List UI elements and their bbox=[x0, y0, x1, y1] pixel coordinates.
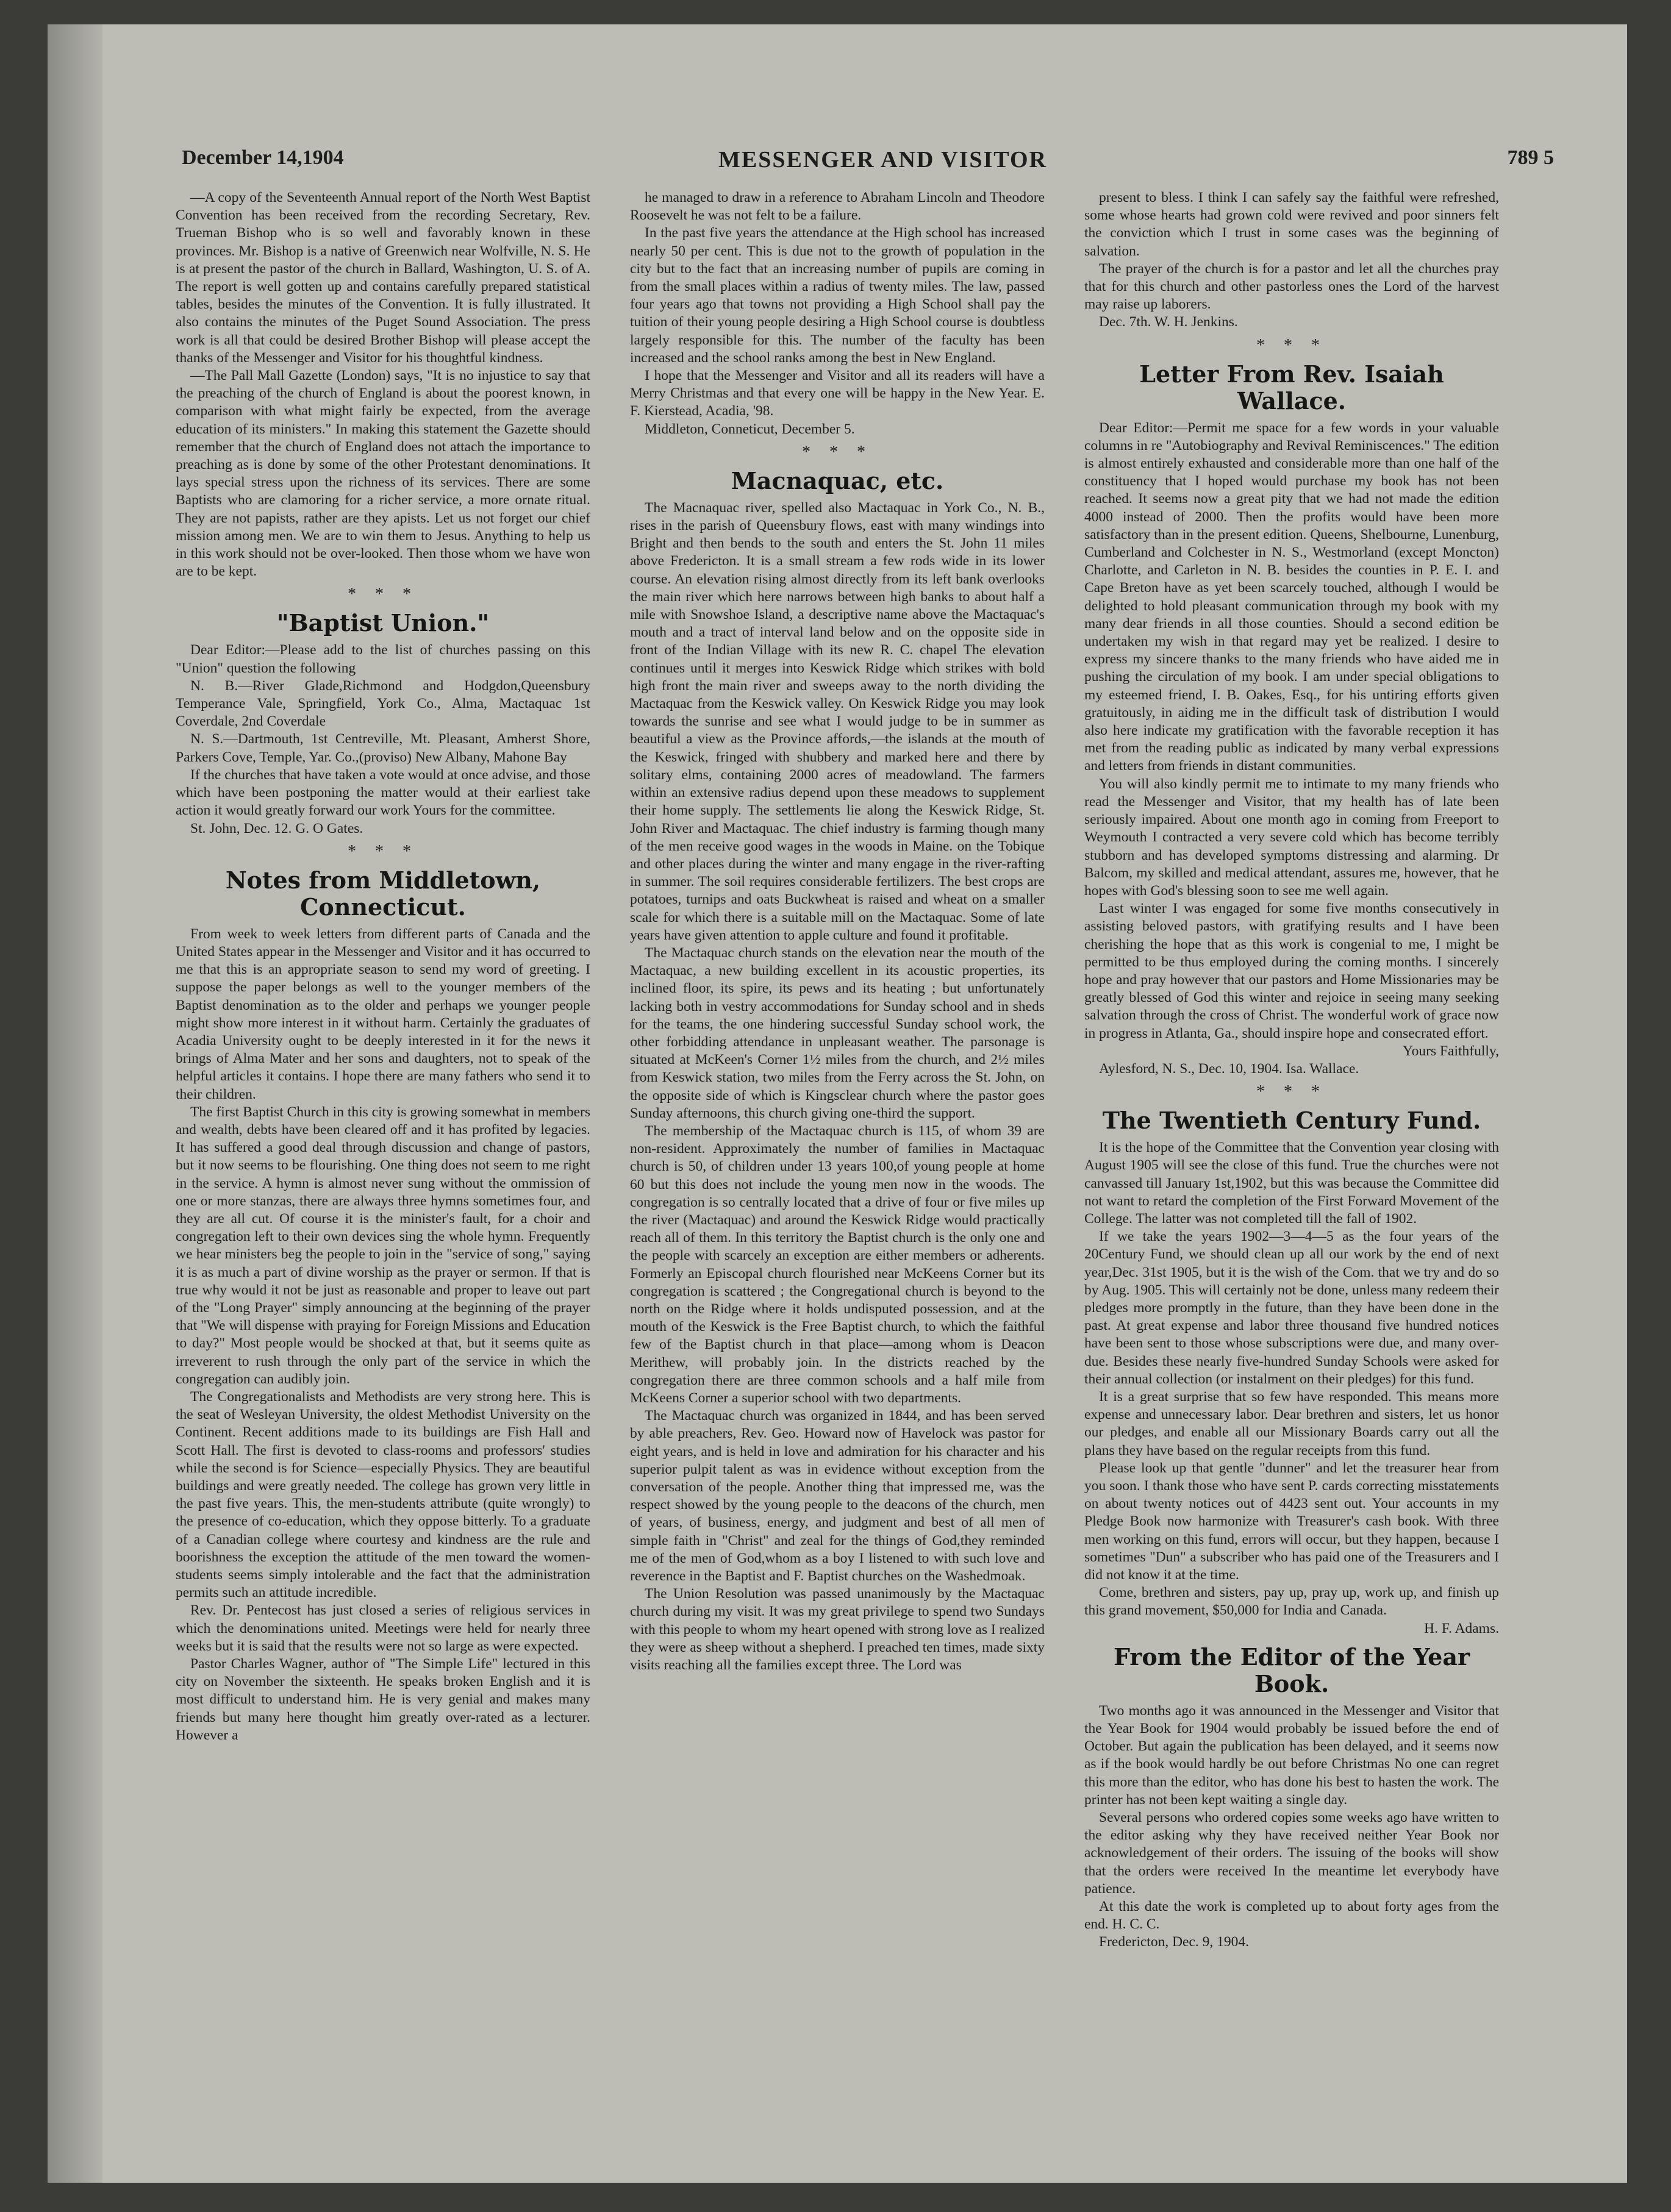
paper-title: MESSENGER AND VISITOR bbox=[718, 147, 1047, 173]
middletown-paragraph-1: From week to week letters from different parts of Canada and the United States appear in the Messenger and Visitor and it has occurred to me that this is an appropriate season to send my word of greeting. I suppose the paper belongs as well to the younger members of the Baptist denomination as to the older and perhaps we younger people might show more interest in it without harm. Certainly the graduates of Acadia University ought to be deeply interested in it for the news it brings of Alma Mater and her sons and daughters, not to speak of the helpful articles it contains. I hope there are many fathers who send it to their children. bbox=[176, 926, 590, 1102]
section-divider: * * * bbox=[1256, 335, 1327, 355]
middletown-paragraph-4: Rev. Dr. Pentecost has just closed a series of religious services in which the denominations united. Meetings were held for nearly three weeks but it is said that the results were not so large as were expected. bbox=[176, 1602, 590, 1654]
middletown-continued-2: In the past five years the attendance at the High school has increased nearly 50 per cent. This is due not to the growth of population in the city but to the fact that an increasing number of pupils are coming in from the small places within a radius of twenty miles. The law, passed four years ago that towns not providing a High School shall pay the tuition of their young people desiring a High School course is doubtless largely responsible for this. The number of the faculty has been increased and the school ranks among the best in New England. bbox=[630, 225, 1045, 366]
macnaquac-paragraph-4: The Mactaquac church was organized in 1844, and has been served by able preachers, Rev. Geo. Howard now of Havelock was pastor for eight years, and is held in love and admiration for his character and his superior pulpit talent as was in evidence without exception from the conversation of the people. Another thing that impressed me, was the respect showed by the young people to the deacons of the church, men of years, of business, energy, and judgment and best of all men of simple faith in "Christ" and zeal for the things of God,they reminded me of the men of God,whom as a boy I listened to with such love and reverence in the Baptist and F. Baptist churches on the Washedmoak. bbox=[630, 1408, 1045, 1585]
issue-date: December 14,1904 bbox=[182, 146, 344, 169]
section-divider: * * * bbox=[802, 442, 873, 462]
middletown-paragraph-2: The first Baptist Church in this city is growing somewhat in members and wealth, debts have been cleared off and it has profited by legacies. It has suffered a good deal through discussion and change of pastors, but it now seems to be flourishing. One thing does not seem to me right in the service. A hymn is almost never sung without the ommission of one or more stanzas, there are always three hymns sometimes four, and they are all cut. Of course it is the minister's fault, for a choir and congregation left to their own devices sing the whole hymn. Frequently we hear ministers beg the people to join in the "service of song," saying it is as much a part of divine worship as the prayer or sermon. If that is true why would it not be just as reasonable and proper to leave out part of the "Long Prayer" simply announcing at the beginning of the prayer that "We will dispense with praying for Foreign Missions and Education to day?" Most people would be shocked at that, but it seems quite as irreverent to rush through the only part of the service in which the congregation can audibly join. bbox=[176, 1104, 590, 1387]
page-number: 789 5 bbox=[1507, 146, 1554, 169]
macnaquac-heading: Macnaquac, etc. bbox=[731, 466, 944, 494]
union-paragraph-4: If the churches that have taken a vote would at once advise, and those which have been postponing the matter would at their earliest take action it would greatly forward our work Yours for the committee. bbox=[176, 766, 590, 819]
macnaquac-continued-2: The prayer of the church is for a pastor and let all the churches pray that for this church and other pastorless ones the Lord of the harvest may raise up laborers. bbox=[1084, 260, 1499, 313]
union-signature: St. John, Dec. 12. G. O Gates. bbox=[190, 820, 363, 837]
fund-paragraph-3: It is a great surprise that so few have responded. This means more expense and unnecessary labor. Dear brethren and sisters, let us honor our pledges, and enable all our Missionary Boards carry out all the plans they have based on the regular receipts from this fund. bbox=[1084, 1388, 1499, 1458]
adams-signature: H. F. Adams. bbox=[1424, 1620, 1499, 1636]
year-book-dateline: Fredericton, Dec. 9, 1904. bbox=[1099, 1934, 1250, 1950]
middletown-dateline: Middleton, Conneticut, December 5. bbox=[645, 421, 855, 437]
macnaquac-paragraph-1: The Macnaquac river, spelled also Mactaquac in York Co., N. B., rises in the parish of Queensbury flows, east with many windings into Bright and then bends to the south and enters the St. John 11 miles above Fredericton. It is a small stream a few rods wide in its lower course. An elevation rising almost directly from its left bank overlooks the main river which here narrows between high banks to about half a mile with Snowshoe Island, a descriptive name above the Mactaquac's mouth and a tract of interval land below and on the opposite side in front of the Indian Village with its new R. C. chapel The elevation continues until it merges into Keswick Ridge which strikes with bold high front the main river and sweeps away to the north dividing the Mactaquac from the Keswick valley. On Keswick Ridge you may look towards the sunrise and see what I would judge to be in summer as beautiful a view as the Province affords,—the islands at the mouth of the Keswick, fringed with shubbery and marked here and there by solitary elms, containing 2000 acres of meadowland. The farmers within an extensive radius depend upon these meadows to supplement their home supply. The settlements lie along the Keswick Ridge, St. John River and Mactaquac. The chief industry is farming though many of the men receive good wages in the woods in Maine. on the Tobique and other places during the winter and many engage in the river-rafting in summer. The soil requires considerable fertilizers. The best crops are potatoes, turnips and oats Buckwheat is raised and wheat on a smaller scale for which there is a suitable mill on the Mactaquac. Some of late years have given attention to apple culture and found it profitable. bbox=[630, 499, 1045, 943]
macnaquac-paragraph-3: The membership of the Mactaquac church is 115, of whom 39 are non-resident. Approximately the number of families in Mactaquac church is 50, of children under 13 years 100,of young people at home 60 but this does not include the young men now in the woods. The congregation is so centrally located that a drive of four or five miles up the river (Mactaquac) and around the Keswick Ridge would practically reach all of them. In this territory the Baptist church is the only one and the people with scarcely an exception are either members or adherents. Formerly an Episcopal church flourished near McKeens Corner but its congregation is scattered ; the Congregational church is beyond to the north on the Ridge where it holds undisputed possession, and at the mouth of the Keswick is the Free Baptist church, to which the faithful few of the Baptist church in that place—among whom is Deacon Merithew, will probably join. In the districts reached by the congregation there are three common schools and a half mile from McKeens Corner a superior school with two departments. bbox=[630, 1122, 1045, 1406]
year-book-heading: From the Editor of the Year Book. bbox=[1114, 1643, 1470, 1697]
wallace-closing: Yours Faithfully, bbox=[1402, 1043, 1499, 1059]
pall-mall-paragraph: —The Pall Mall Gazette (London) says, "It is no injustice to say that the preaching of the church of England is about the poorest known, in comparison with what might fairly be expected, from the average education of its ministers." In making this statement the Gazette should remember that the church of England does not attach the importance to preaching as is done by some of the other Protestant denominations. It lays special stress upon the richness of its services. There are some Baptists who are clamoring for a richer service, a more ornate ritual. They are not papists, rather are they apists. Let us not forget our chief mission among men. We are to win them to Jesus. Anything to help us in this work should not be over-looked. Then those whom we have won are to be kept. bbox=[176, 368, 590, 580]
fund-paragraph-5: Come, brethren and sisters, pay up, pray up, work up, and finish up this grand movement, $50,000 for India and Canada. bbox=[1084, 1585, 1499, 1619]
bishop-report-paragraph: —A copy of the Seventeenth Annual report of the North West Baptist Convention has been received from the recording Secretary, Rev. Trueman Bishop who is so well and favorably known in these provinces. Mr. Bishop is a native of Greenwich near Wolfville, N. S. He is at present the pastor of the church in Ballard, Washington, U. S. of A. The report is well gotten up and contains carefully prepared statistical tables, besides the minutes of the Convention. It is fully illustrated. It also contains the minutes of the Puget Sound Association. The press work is all that could be desired Brother Bishop will please accept the thanks of the Messenger and Visitor for his thoughtful kindness. bbox=[176, 190, 590, 366]
newspaper-page bbox=[48, 24, 1627, 2183]
union-paragraph-3: N. S.—Dartmouth, 1st Centreville, Mt. Pleasant, Amherst Shore, Parkers Cove, Temple, Yar. Co.,(proviso) New Albany, Mahone Bay bbox=[176, 731, 590, 765]
section-divider: * * * bbox=[348, 841, 418, 861]
year-book-paragraph-1: Two months ago it was announced in the Messenger and Visitor that the Year Book for 1904 would probably be issued before the end of October. But again the publication has been delayed, and it seems now as if the book would hardly be out before Christmas No one can regret this more than the editor, who has done his best to hasten the work. The printer has not been kept waiting a single day. bbox=[1084, 1702, 1499, 1808]
middletown-paragraph-3: The Congregationalists and Methodists are very strong here. This is the seat of Wesleyan University, the oldest Methodist University on the Continent. Recent additions made to its buildings are Fish Hall and Scott Hall. The first is devoted to class-rooms and professors' studies while the second is for Science—especially Physics. They are beautiful buildings and were greatly needed. The college has grown very little in the past five years. This, the men-students attribute (quite wrongly) to the presence of co-education, which they oppose bitterly. To a graduate of a Canadian college where courtesy and kindness are the rule and boorishness the exception the attitude of the men toward the women-students seems simply intolerable and the fact that the administration permits such an attitude incredible. bbox=[176, 1388, 590, 1601]
macnaquac-paragraph-5: The Union Resolution was passed unanimously by the Mactaquac church during my visit. It was my great privilege to spend two Sundays with this people to whom my heart opened with strong love as I realized they were as sheep without a shepherd. I preached ten times, made sixty visits reaching all the families except three. The Lord was bbox=[630, 1586, 1045, 1674]
year-book-paragraph-2: Several persons who ordered copies some weeks ago have written to the editor asking why they have received neither Year Book nor acknowledgement of their orders. The issuing of the books will show that the orders were received In the meantime let everybody have patience. bbox=[1084, 1810, 1499, 1897]
wallace-letter-heading: Letter From Rev. Isaiah Wallace. bbox=[1139, 360, 1444, 415]
middletown-continued-1: he managed to draw in a reference to Abraham Lincoln and Theodore Roosevelt he was not felt to be a failure. bbox=[630, 190, 1045, 224]
fund-paragraph-4: Please look up that gentle "dunner" and let the treasurer hear from you soon. I thank those who have sent P. cards correcting misstatements on about twenty notices out of 4423 sent out. Your accounts in my Pledge Book now harmonize with Treasurer's cash book. With three men working on this fund, errors will occur, but they happen, because I sometimes "Dun" a subscriber who has paid one of the Treasurers and I did not know it at the time. bbox=[1084, 1460, 1499, 1583]
fund-paragraph-1: It is the hope of the Committee that the Convention year closing with August 1905 will see the close of this fund. True the churches were not canvassed till January 1st,1902, but this was because the Committee did not want to retard the completion of the First Forward Movement of the College. The latter was not completed till the fall of 1902. bbox=[1084, 1140, 1499, 1227]
masthead bbox=[182, 146, 1554, 185]
middletown-heading: Notes from Middletown, Connecticut. bbox=[225, 866, 541, 921]
column-1 bbox=[176, 189, 590, 2152]
middletown-paragraph-5: Pastor Charles Wagner, author of "The Simple Life" lectured in this city on November the sixteenth. He speaks broken English and it is most difficult to understand him. He is very genial and makes many friends but many here thought him greatly over-rated as a lecturer. However a bbox=[176, 1656, 590, 1743]
baptist-union-heading: "Baptist Union." bbox=[276, 609, 490, 637]
macnaquac-paragraph-2: The Mactaquac church stands on the elevation near the mouth of the Mactaquac, a new building excellent in its acoustic properties, its inclined floor, its spire, its pews and its heating ; but unfortunately lacking both in vestry accommodations for Sunday school and in sheds for the teams, the one hindering successful Sunday school work, the other forbidding attendance in unpleasant weather. The parsonage is situated at McKeen's Corner 1½ miles from the church, and 2½ miles from Keswick station, two miles from the Ferry across the St. John, on the opposite side of which is Kingsclear church where the pastor goes Sunday afternoons, this church giving one-third the support. bbox=[630, 944, 1045, 1121]
wallace-paragraph-3: Last winter I was engaged for some five months consecutively in assisting beloved pastors, with gratifying results and I have been cherishing the hope that as this work is congenial to me, I might be permitted to be thus employed during the coming months. I sincerely hope and pray however that our pastors and Home Missionaries may be greatly blessed of God this winter and rejoice in seeing many seeking salvation through the cross of Christ. The wonderful work of grace now in progress in Atlanta, Ga., should inspire hope and consecrated effort. bbox=[1084, 901, 1499, 1041]
jenkins-signature: Dec. 7th. W. H. Jenkins. bbox=[1099, 314, 1238, 330]
section-divider: * * * bbox=[1256, 1082, 1327, 1102]
fund-paragraph-2: If we take the years 1902—3—4—5 as the four years of the 20Century Fund, we should clean up all our work by the end of next year,Dec. 31st 1905, but it is the wish of the Com. that we try and do so by Aug. 1905. This will certainly not be done, unless many redeem their pledges more promptly in the future, than they have been done in the past. At great expense and labor three thousand five hundred notices have been sent to those whose subscriptions were due, and many over-due. Besides these nearly five-hundred Sunday Schools were asked for their annual collection (or instalment on their pledges) for this fund. bbox=[1084, 1229, 1499, 1387]
year-book-paragraph-3: At this date the work is completed up to about forty ages from the end. H. C. C. bbox=[1084, 1899, 1499, 1933]
column-2 bbox=[630, 189, 1045, 2152]
middletown-continued-3: I hope that the Messenger and Visitor and all its readers will have a Merry Christmas and that every one will be happy in the New Year. E. F. Kierstead, Acadia, '98. bbox=[630, 368, 1045, 419]
section-divider: * * * bbox=[348, 585, 418, 604]
wallace-paragraph-1: Dear Editor:—Permit me space for a few words in your valuable columns in re "Autobiography and Revival Reminiscences." The edition is almost entirely exhausted and considerable more than one half of the constituency that I hoped would purchase my book has not been reached. It seems now a great pity that we had not made the edition 4000 instead of 2000. Then the profits would have been more satisfactory than in the present edition. Queens, Shelbourne, Lunenburg, Cumberland and Colchester in N. S., Westmorland (except Moncton) Charlotte, and Carleton in N. B. besides the counties in P. E. I. and Cape Breton have as yet been scarcely touched, although I would be delighted to hold pleasant communication through my book with my many dear friends in all those counties. Should a second edition be undertaken my wish in that regard may yet be realized. I desire to express my sincere thanks to the many friends who have aided me in pushing the circulation of my book. I am under special obligations to my esteemed friend, I. B. Oakes, Esq., for his untiring efforts given gratuitously, in aiding me in the difficult task of distribution I would also here indicate my gratification with the favorable reception it has met from the reading public as indicated by many verbal expressions and letters from friends in distant communities. bbox=[1084, 419, 1499, 774]
wallace-paragraph-2: You will also kindly permit me to intimate to my many friends who read the Messenger and Visitor, that my health has of late been seriously impaired. About one month ago in coming from Freeport to Weymouth I contracted a very severe cold which has become terribly stubborn and has developed symptoms distressing and alarming. Dr Balcom, my skilled and medical attendant, assures me, however, that he hopes with God's blessing soon to see me well again. bbox=[1084, 776, 1499, 899]
column-3 bbox=[1084, 189, 1499, 2152]
union-paragraph-1: Dear Editor:—Please add to the list of churches passing on this "Union" question the following bbox=[176, 642, 590, 676]
union-paragraph-2: N. B.—River Glade,Richmond and Hodgdon,Queensbury Temperance Vale, Springfield, York Co., Alma, Mactaquac 1st Coverdale, 2nd Coverdale bbox=[176, 677, 590, 730]
century-fund-heading: The Twentieth Century Fund. bbox=[1102, 1107, 1481, 1135]
macnaquac-continued-1: present to bless. I think I can safely say the faithful were refreshed, some whose hearts had grown cold were revived and poor sinners felt the conviction which I trust in some cases was the beginning of salvation. bbox=[1084, 190, 1499, 259]
wallace-signature: Aylesford, N. S., Dec. 10, 1904. Isa. Wallace. bbox=[1099, 1060, 1359, 1077]
